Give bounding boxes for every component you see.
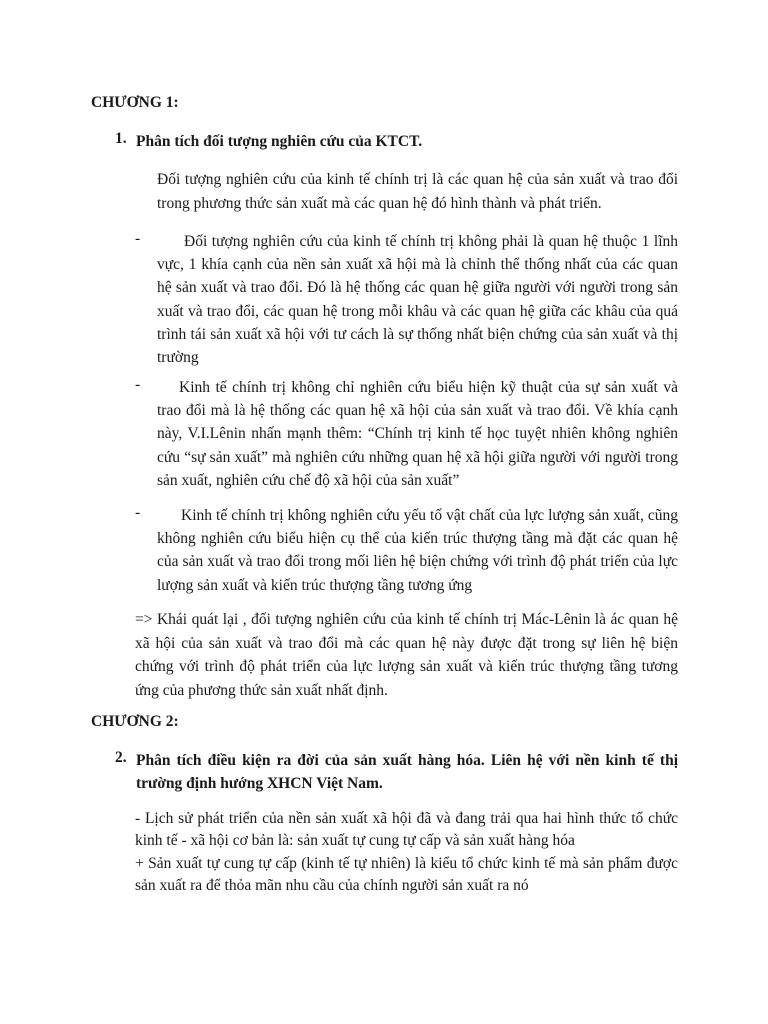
chapter-2-paragraph-1: - Lịch sử phát triển của nền sản xuất xã hội đã và đang trải qua hai hình thức tổ chức kinh tế - xã hội cơ bản là: sản xuất tự cung tự cấp và sản xuất hàng hóa: [135, 810, 678, 849]
conclusion-paragraph: => Khái quát lại , đối tượng nghiên cứu của kinh tế chính trị Mác-Lênin là ác quan hệ xã hội của sản xuất và trao đổi mà các quan hệ này được đặt trong sự liên hệ biện chứng với trình độ phát triển của lực lượng sản xuất và kiến trúc thượng tầng tương ứng của phương thức sản xuất nhất định.: [135, 611, 678, 699]
bullet-text: Kinh tế chính trị không nghiên cứu yếu tố vật chất của lực lượng sản xuất, cũng không nghiên cứu biểu hiện cụ thể của kiến trúc thượng tầng mà đặt các quan hệ của sản xuất và trao đổi trong mối liên hệ biện chứng với trình độ phát triển của lực lượng sản xuất và kiến trúc thượng tầng tương ứng: [157, 507, 678, 594]
question-1-heading: [115, 130, 680, 153]
question-2-text: Phân tích điều kiện ra đời của sản xuất hàng hóa. Liên hệ với nền kinh tế thị trường định hướng XHCN Việt Nam.: [136, 752, 678, 792]
bullet-text: Đối tượng nghiên cứu của kinh tế chính trị không phải là quan hệ thuộc 1 lĩnh vực, 1 khía cạnh của nền sản xuất xã hội mà là chỉnh thể thống nhất của các quan hệ sản xuất và trao đổi. Đó là hệ thống các quan hệ giữa người với người trong sản xuất và trao đổi, các quan hệ trong mỗi khâu và các quan hệ giữa các khâu của quá trình tái sản xuất xã hội với tư cách là sự thống nhất biện chứng của sản xuất và thị trường: [157, 233, 678, 367]
bullet-item-3: [135, 504, 678, 597]
bullet-item-2: [135, 376, 678, 492]
bullet-dash: -: [135, 230, 141, 247]
chapter-1-heading: CHƯƠNG 1:: [91, 94, 179, 111]
chapter-2-paragraph-2: + Sản xuất tự cung tự cấp (kinh tế tự nhiên) là kiểu tổ chức kinh tế mà sản phẩm được sản xuất ra để thỏa mãn nhu cầu của chính người sản xuất ra nó: [135, 855, 678, 894]
question-2-number: 2.: [115, 749, 127, 766]
intro-paragraph: Đối tượng nghiên cứu của kinh tế chính trị là các quan hệ của sản xuất và trao đổi trong phương thức sản xuất mà các quan hệ đó hình thành và phát triển.: [157, 171, 678, 212]
bullet-text: Kinh tế chính trị không chỉ nghiên cứu biểu hiện kỹ thuật của sự sản xuất và trao đổi mà là hệ thống các quan hệ xã hội của sản xuất và trao đổi. Về khía cạnh này, V.I.Lênin nhấn mạnh thêm: “Chính trị kinh tế học tuyệt nhiên không nghiên cứu “sự sản xuất” mà nghiên cứu những quan hệ xã hội giữa người với người trong sản xuất, nghiên cứu chế độ xã hội của sản xuất”: [157, 379, 678, 489]
bullet-dash: -: [135, 376, 141, 393]
bullet-item-1: [135, 230, 678, 369]
bullet-dash: -: [135, 504, 141, 521]
question-2-heading: [115, 749, 678, 795]
question-1-number: 1.: [115, 130, 127, 147]
chapter-2-heading: CHƯƠNG 2:: [91, 713, 179, 730]
question-1-text: Phân tích đối tượng nghiên cứu của KTCT.: [136, 133, 423, 150]
